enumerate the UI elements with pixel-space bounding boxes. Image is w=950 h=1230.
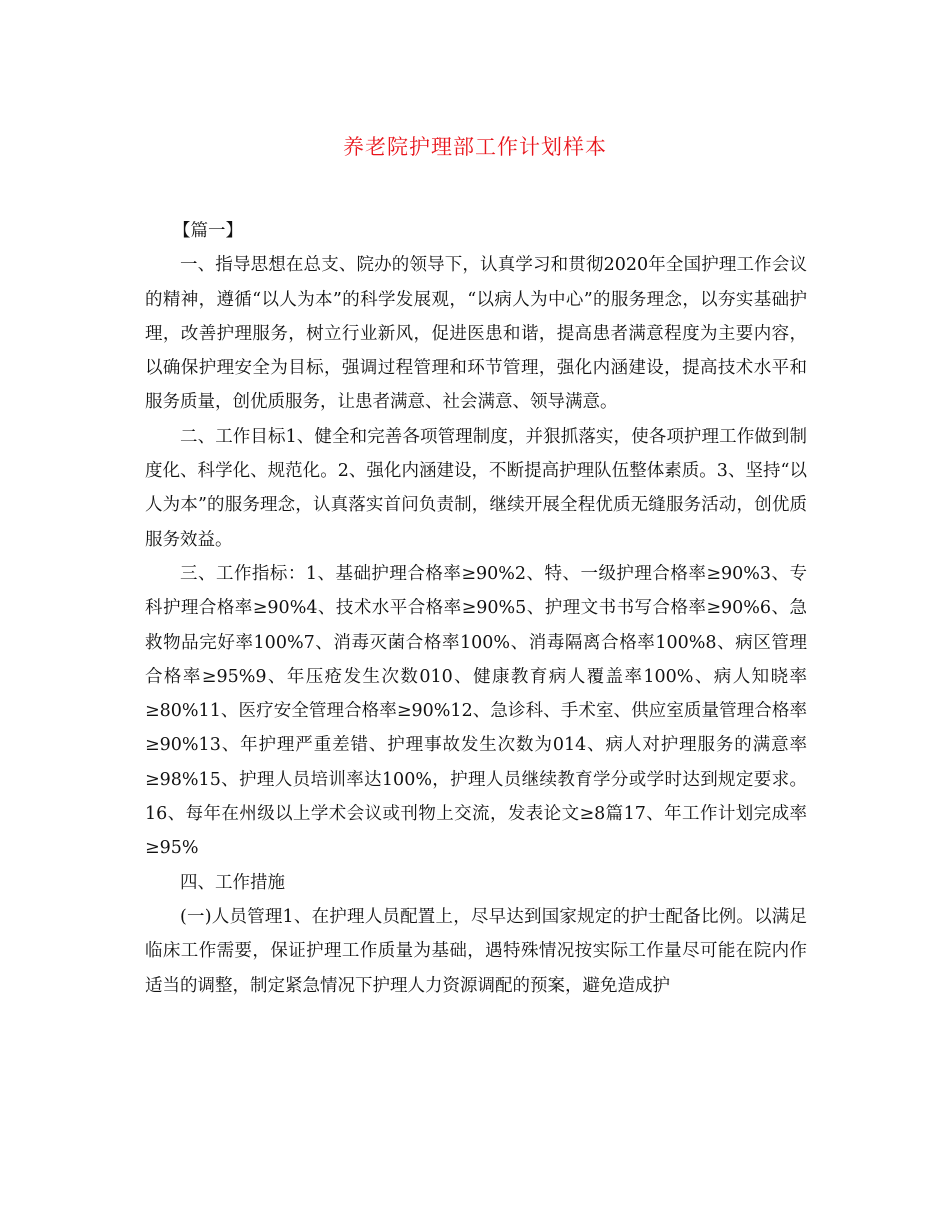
paragraph-work-measures-heading: 四、工作措施 — [180, 872, 285, 893]
paragraph-guiding-ideology: 一、指导思想在总支、院办的领导下，认真学习和贯彻2020年全国护理工作会议的精神，遵循“以人为本”的科学发展观，“以病人为中心”的服务理念，以夯实基础护理，改善护理服务，树立行业新风，促进医患和谐，提高患者满意程度为主要内容，以确保护理安全为目标，强调过程管理和环节管理，强化内涵建设，提高技术水平和服务质量，创优质服务，让患者满意、社会满意、领导满意。 — [145, 255, 807, 413]
paragraph-work-goals: 二、工作目标1、健全和完善各项管理制度，并狠抓落实，使各项护理工作做到制度化、科学化、规范化。2、强化内涵建设，不断提高护理队伍整体素质。3、坚持“以人为本”的服务理念，认真落实首问负责制，继续开展全程优质无缝服务活动，创优质服务效益。 — [145, 426, 807, 550]
paragraph-personnel-management: (一)人员管理1、在护理人员配置上，尽早达到国家规定的护士配备比例。以满足临床工作需要，保证护理工作质量为基础，遇特殊情况按实际工作量尽可能在院内作适当的调整，制定紧急情况下护理人力资源调配的预案，避免造成护 — [145, 906, 807, 996]
document-title: 养老院护理部工作计划样本 — [343, 135, 607, 159]
paragraph-work-indicators: 三、工作指标：1、基础护理合格率≥90%2、特、一级护理合格率≥90%3、专科护理合格率≥90%4、技术水平合格率≥90%5、护理文书书写合格率≥90%6、急救物品完好率100%7、消毒灭菌合格率100%、消毒隔离合格率100%8、病区管理合格率≥95%9、年压疮发生次数010、健康教育病人覆盖率100%、病人知晓率≥80%11、医疗安全管理合格率≥90%12、急诊科、手术室、供应室质量管理合格率≥90%13、年护理严重差错、护理事故发生次数为014、病人对护理服务的满意率≥98%15、护理人员培训率达100%，护理人员继续教育学分或学时达到规定要求。16、每年在州级以上学术会议或刊物上交流，发表论文≥8篇17、年工作计划完成率≥95% — [145, 563, 807, 859]
section-heading: 【篇一】 — [173, 221, 243, 241]
document-body — [145, 214, 807, 1003]
